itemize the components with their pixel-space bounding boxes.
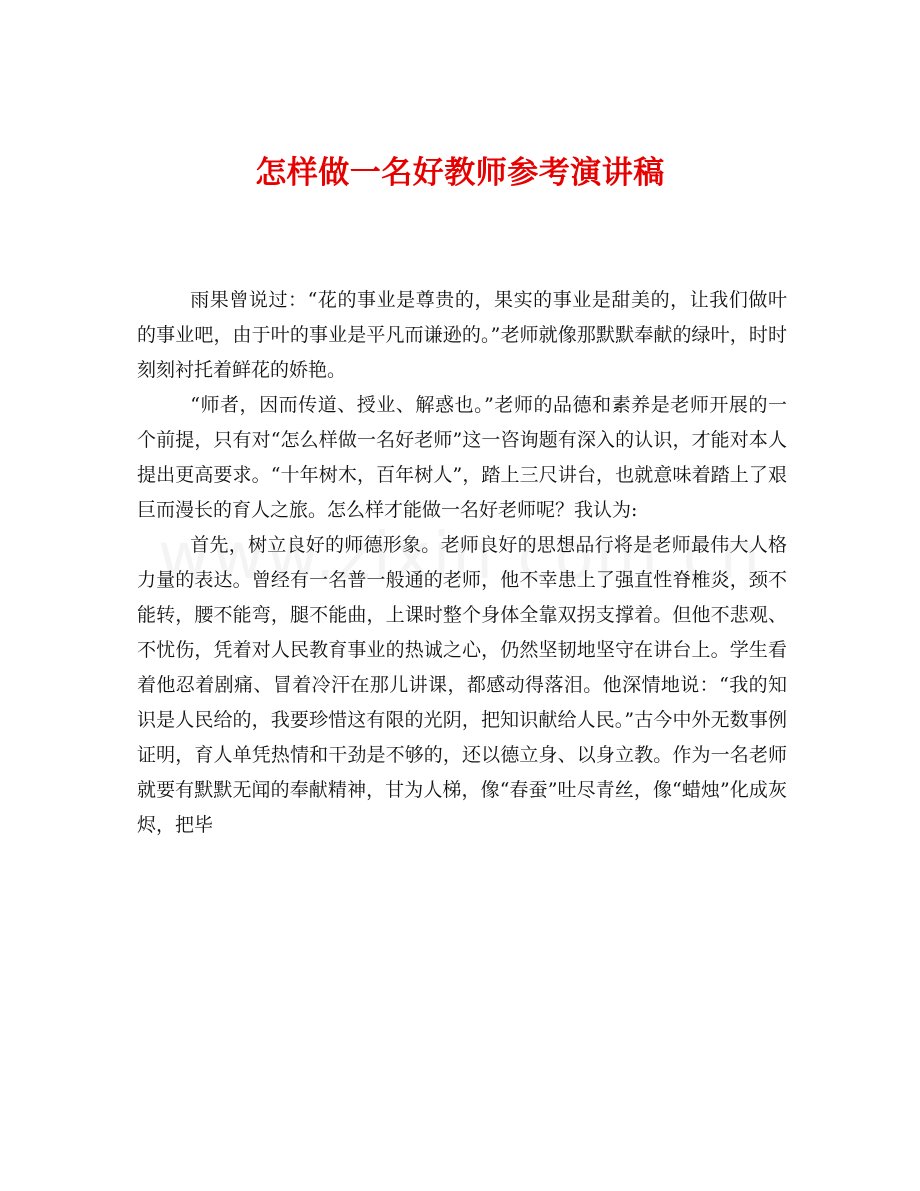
paragraph-2: “师者，因而传道、授业、解惑也。”老师的品德和素养是老师开展的一个前提，只有对“怎么样做一名好老师”这一咨询题有深入的认识，才能对本人提出更高要求。“十年树木，百年树人”，踏上三尺讲台，也就意味着踏上了艰巨而漫长的育人之旅。怎么样才能做一名好老师呢？我认为:: [137, 394, 787, 521]
paragraph-3: 首先，树立良好的师德形象。老师良好的思想品行将是老师最伟大人格力量的表达。曾经有一名普一般通的老师，他不幸患上了强直性脊椎炎，颈不能转，腰不能弯，腿不能曲，上课时整个身体全靠双拐支撑着。但他不悲观、不忧伤，凭着对人民教育事业的热诚之心，仍然坚韧地坚守在讲台上。学生看着他忍着剧痛、冒着冷汗在那儿讲课，都感动得落泪。他深情地说：“我的知识是人民给的，我要珍惜这有限的光阴，把知识献给人民。”古今中外无数事例证明，育人单凭热情和干劲是不够的，还以德立身、以身立教。作为一名老师就要有默默无闻的奉献精神，甘为人梯，像“春蚕”吐尽青丝，像“蜡烛”化成灰烬，把毕: [137, 534, 787, 836]
document-title: 怎样做一名好教师参考演讲稿: [255, 154, 665, 191]
document-body: [137, 283, 787, 843]
paragraph-1: 雨果曾说过：“花的事业是尊贵的，果实的事业是甜美的，让我们做叶的事业吧，由于叶的事业是平凡而谦逊的。”老师就像那默默奉献的绿叶，时时刻刻衬托着鲜花的娇艳。: [137, 289, 787, 381]
